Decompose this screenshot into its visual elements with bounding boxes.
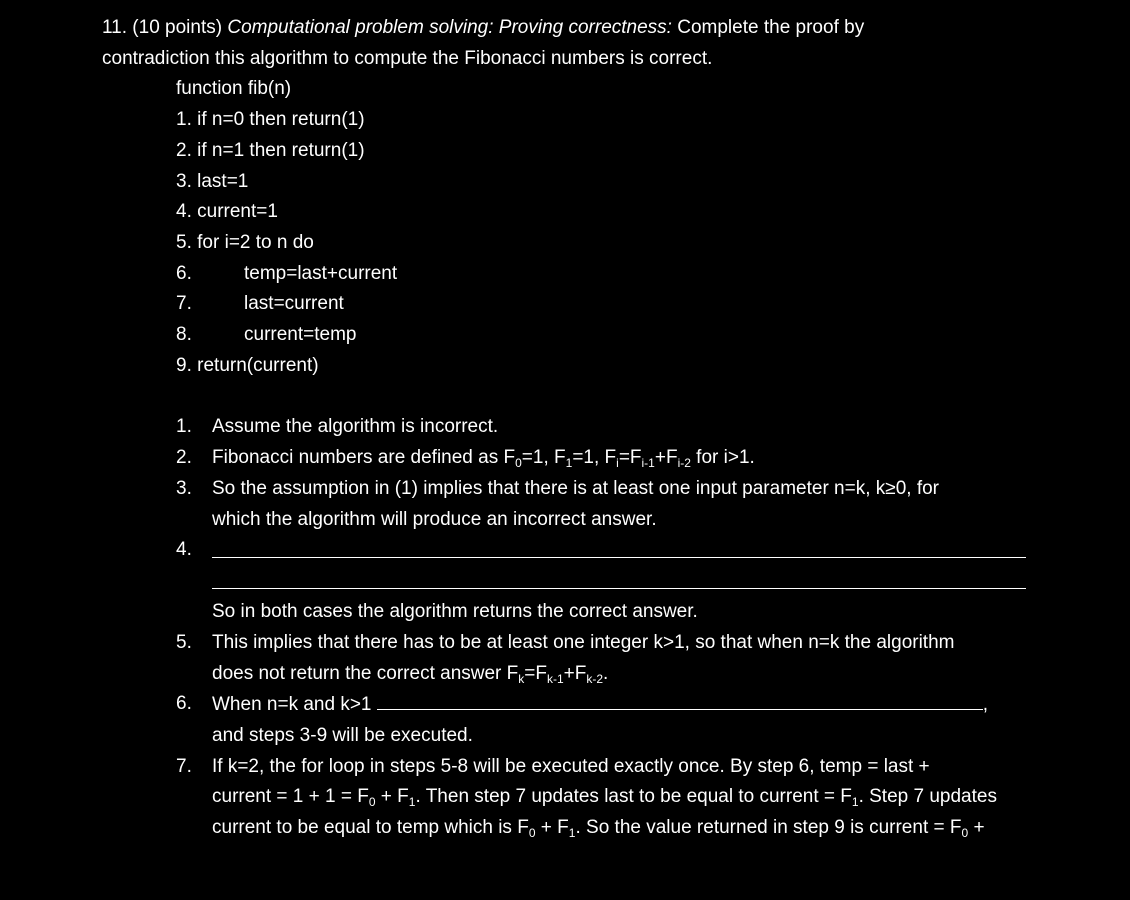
algorithm-code (176, 74, 1032, 381)
proof-step-4: 4. So in both cases the algorithm returns the correct answer. (176, 535, 1032, 628)
question-topic: Computational problem solving: Proving correctness: (227, 17, 672, 38)
code-line: 6. temp=last+current (176, 262, 398, 284)
proof-step-5: 5. This implies that there has to be at least one integer k>1, so that when n=k the algorithm does not return the correct answer $F_k=F_{k-1}+F_{k-2}$. (176, 631, 955, 686)
answer-blank-6[interactable] (377, 689, 983, 710)
proof-step-6: 6. When n=k and k>1 , and steps 3-9 will be executed. (176, 689, 1032, 751)
code-line: 4. current=1 (176, 201, 278, 223)
code-line: 2. if n=1 then return(1) (176, 139, 365, 161)
question-prompt-line1: Complete the proof by (677, 17, 865, 38)
question-prompt-line2: contradiction this algorithm to compute the Fibonacci numbers is correct. (102, 47, 713, 69)
proof-step-2: 2. Fibonacci numbers are defined as $F_0=1$, $F_1=1$, $F_i=F_{i-1}+F_{i-2}$ for i>1. (176, 447, 755, 471)
code-line: 9. return(current) (176, 354, 319, 376)
proof-steps (176, 412, 1032, 843)
question-number: 11. (102, 17, 128, 38)
document (102, 13, 1032, 844)
question-header (102, 13, 1032, 74)
proof-step-3: 3. So the assumption in (1) implies that there is at least one input parameter n=k, k≥0, for which the algorithm will produce an incorrect answer. (176, 477, 939, 530)
code-line: 1. if n=0 then return(1) (176, 109, 365, 131)
proof-step-7: 7. If k=2, the for loop in steps 5-8 will be executed exactly once. By step 6, temp = last + current = $1 + 1 = F_0 + F_1$. Then step 7 updates last to be equal to current = $F_1$. Step 7 updates current to be equal to temp which is $F_0 + F_1$. So the value returned in step 9 is current = $F_0$ + (176, 755, 997, 841)
question-points: (10 points) (132, 17, 223, 38)
proof-step-1: 1. Assume the algorithm is incorrect. (176, 416, 499, 438)
code-header: function fib(n) (176, 78, 292, 100)
code-line: 8. current=temp (176, 324, 357, 346)
code-line: 3. last=1 (176, 170, 249, 192)
code-line: 5. for i=2 to n do (176, 231, 314, 253)
answer-blank-4b[interactable] (212, 566, 1026, 589)
answer-blank-4a[interactable] (212, 535, 1026, 558)
code-line: 7. last=current (176, 293, 344, 315)
